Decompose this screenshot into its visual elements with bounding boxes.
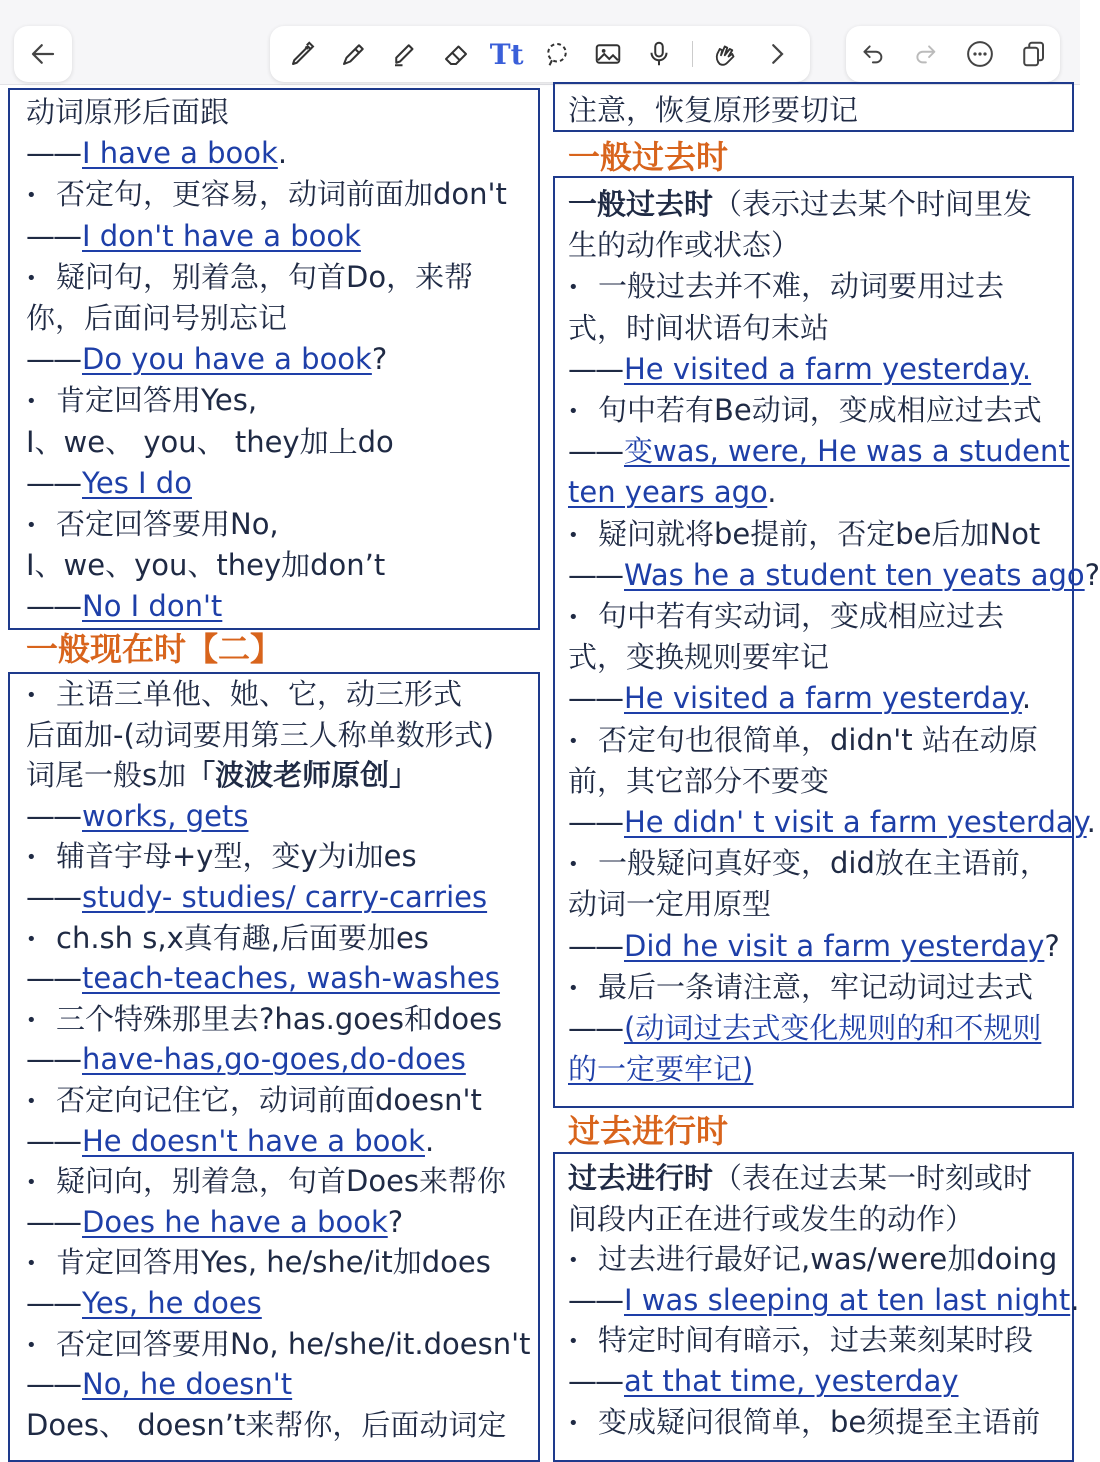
bullet-dot: • xyxy=(568,1412,579,1434)
note-line xyxy=(26,958,500,998)
note-line xyxy=(26,174,507,216)
bullet-dot: • xyxy=(568,1250,579,1272)
line-text: 过去进行最好记,was/were加doing xyxy=(598,1242,1058,1277)
note-line xyxy=(26,380,257,422)
note-line xyxy=(26,999,502,1041)
note-line xyxy=(26,918,429,960)
example-text: have-has,go-goes,do-does xyxy=(82,1042,466,1077)
note-line xyxy=(26,257,473,299)
example-text: at that time, yesterday xyxy=(624,1364,959,1398)
line-text: 式，时间状语句末站 xyxy=(568,310,830,345)
bold-credit: 「波波老师原创」 xyxy=(186,758,419,793)
note-line xyxy=(26,1283,262,1323)
line-tail: . xyxy=(277,136,288,171)
image-icon[interactable] xyxy=(590,36,626,72)
note-line xyxy=(568,472,776,512)
section-heading-present-2: 一般现在时【二】 xyxy=(26,630,283,668)
example-text: I don't have a book xyxy=(82,218,361,253)
note-line xyxy=(568,1008,1041,1048)
line-text: 动词一定用原型 xyxy=(568,887,772,922)
note-line xyxy=(568,390,1042,432)
line-text: 否定句也很简单，didn't 站在动原 xyxy=(598,722,1038,757)
line-text: 特定时间有暗示，过去莱刻某时段 xyxy=(598,1323,1034,1358)
line-text: 间段内正在进行或发生的动作） xyxy=(568,1201,975,1236)
dash-marker: —— xyxy=(26,1042,80,1077)
note-line xyxy=(568,1280,1079,1320)
dash-marker: —— xyxy=(26,465,80,500)
line-text: 后面加-(动词要用第三人称单数形式) xyxy=(26,717,495,752)
note-line xyxy=(568,802,1096,842)
dash-marker: —— xyxy=(26,1123,80,1158)
note-line xyxy=(26,504,279,546)
bullet-dot: • xyxy=(26,1009,37,1031)
note-line xyxy=(26,216,361,256)
line-text: ch.sh s,x真有趣,后面要加es xyxy=(56,920,429,955)
bullet-dot: • xyxy=(26,267,37,289)
example-text: No I don't xyxy=(82,589,223,624)
line-tail: ? xyxy=(387,1204,404,1239)
bullet-dot: • xyxy=(26,391,37,413)
line-text: 疑问就将be提前，否定be后加Not xyxy=(598,516,1041,551)
note-line xyxy=(568,926,1060,966)
note-line xyxy=(26,1242,491,1284)
note-line xyxy=(568,761,829,801)
bold-term: 一般过去时 xyxy=(568,187,714,221)
dash-marker: —— xyxy=(568,1282,622,1317)
line-text: 注意，恢复原形要切记 xyxy=(568,93,859,127)
note-line xyxy=(568,90,858,130)
example-text: teach-teaches, wash-washes xyxy=(82,961,500,996)
example-text: Yes I do xyxy=(82,465,192,500)
example-text: I was sleeping at ten last night xyxy=(624,1282,1071,1317)
dash-marker: —— xyxy=(568,1364,622,1398)
bullet-dot: • xyxy=(26,1253,37,1275)
note-line xyxy=(26,877,487,917)
example-text: He didn' t visit a farm yesterday xyxy=(624,805,1087,839)
dash-marker: —— xyxy=(26,218,80,253)
note-line xyxy=(26,133,287,173)
note-line xyxy=(26,715,494,755)
bullet-dot: • xyxy=(568,730,579,752)
line-text: 动词原形后面跟 xyxy=(26,95,230,129)
note-line xyxy=(568,678,1031,718)
note-line xyxy=(26,1080,482,1122)
note-line xyxy=(568,514,1040,556)
line-text: 肯定回答用Yes, he/she/it加does xyxy=(56,1245,491,1280)
example-text: Yes, he does xyxy=(82,1286,262,1320)
text-tool-label: Tt xyxy=(489,37,524,71)
line-text: （表在过去某一时刻或时 xyxy=(713,1161,1033,1195)
example-text: 的一定要牢记) xyxy=(568,1052,754,1087)
bullet-dot: • xyxy=(26,185,37,207)
section-heading-past-simple: 一般过去时 xyxy=(568,138,729,176)
note-line xyxy=(26,1364,292,1404)
dash-marker: —— xyxy=(568,805,622,839)
note-canvas[interactable] xyxy=(0,84,1100,1442)
bullet-dot: • xyxy=(26,685,37,706)
eraser-icon[interactable] xyxy=(438,36,474,72)
line-text: 否定向记住它，动词前面doesn't xyxy=(56,1083,482,1117)
line-text: 疑问向，别着急，句首Does来帮你 xyxy=(56,1164,507,1199)
note-line xyxy=(26,796,248,836)
dash-marker: —— xyxy=(568,928,622,963)
note-line xyxy=(568,184,1032,224)
dash-marker: —— xyxy=(26,880,80,914)
pen-icon[interactable] xyxy=(285,36,321,72)
note-line xyxy=(26,339,387,379)
toolbar xyxy=(0,0,1080,85)
dash-marker: —— xyxy=(26,1286,80,1320)
example-text: Was he a student ten yeats ago xyxy=(624,557,1085,592)
dash-marker: —— xyxy=(26,1204,80,1239)
note-line xyxy=(26,755,418,795)
bullet-dot: • xyxy=(568,977,579,999)
note-line xyxy=(568,555,1100,595)
note-line xyxy=(568,349,1031,389)
dash-marker: —— xyxy=(568,434,622,469)
note-line xyxy=(568,431,1070,471)
hand-write-icon[interactable] xyxy=(708,36,744,72)
bullet-dot: • xyxy=(568,524,579,546)
text-tool-icon[interactable] xyxy=(489,36,525,72)
example-text: ten years ago xyxy=(568,475,768,510)
note-line xyxy=(568,843,1049,885)
bullet-dot: • xyxy=(568,854,579,876)
highlighter-icon[interactable] xyxy=(387,36,423,72)
line-text: 式，变换规则要牢记 xyxy=(568,640,830,675)
line-text: I、we、 you、 they加上do xyxy=(26,424,394,459)
line-tail: ? xyxy=(1084,557,1100,592)
bullet-dot: • xyxy=(26,1334,37,1356)
note-line xyxy=(26,1202,403,1242)
note-line xyxy=(568,884,771,924)
line-text: 你，后面问号别忘记 xyxy=(26,301,288,335)
line-tail: . xyxy=(1086,805,1096,839)
note-line xyxy=(568,1158,1032,1198)
arrow-left-icon xyxy=(25,36,61,72)
dash-marker: —— xyxy=(568,351,622,386)
line-text: 三个特殊那里去?has.goes和does xyxy=(56,1001,503,1036)
dash-marker: —— xyxy=(26,798,80,833)
line-text: 句中若有实动词，变成相应过去 xyxy=(598,599,1005,633)
divider xyxy=(692,41,693,67)
line-text: I、we、you、they加don’t xyxy=(26,548,386,583)
dash-marker: —— xyxy=(26,589,80,624)
line-text: 最后一条请注意，牢记动词过去式 xyxy=(598,969,1034,1004)
dash-marker: —— xyxy=(26,1367,80,1402)
note-line xyxy=(26,1121,434,1161)
note-line xyxy=(26,1324,530,1366)
bullet-dot: • xyxy=(26,515,37,536)
example-text: Do you have a book xyxy=(82,342,372,377)
line-text: 辅音宇母+y型，变y为i加es xyxy=(56,839,417,874)
lasso-icon[interactable] xyxy=(539,36,575,72)
actions-bar xyxy=(846,26,1060,82)
dash-marker: —— xyxy=(568,557,622,592)
note-line xyxy=(26,298,287,338)
line-tail: . xyxy=(1070,1282,1080,1317)
note-line xyxy=(568,308,829,348)
bullet-dot: • xyxy=(26,1172,37,1194)
example-text: No, he doesn't xyxy=(82,1367,293,1402)
line-text: 一般过去并不难，动词要用过去 xyxy=(598,269,1005,304)
note-line xyxy=(568,1402,1040,1444)
section-heading-past-continuous: 过去进行时 xyxy=(568,1112,729,1150)
undo-icon[interactable] xyxy=(855,36,891,72)
note-line xyxy=(26,836,417,878)
note-line xyxy=(568,967,1033,1009)
line-text: 词尾一般s加 xyxy=(26,758,187,793)
note-line xyxy=(26,545,385,585)
example-text: Does he have a book xyxy=(82,1204,388,1239)
note-line xyxy=(26,1039,466,1079)
line-text: 否定回答要用No, xyxy=(56,507,279,541)
pencil-icon[interactable] xyxy=(336,36,372,72)
line-text: 肯定回答用Yes, xyxy=(56,383,258,418)
note-line xyxy=(26,92,229,132)
example-text: works, gets xyxy=(82,798,249,833)
bullet-dot: • xyxy=(568,1331,579,1353)
dash-marker: —— xyxy=(568,681,622,716)
more-icon[interactable] xyxy=(962,36,998,72)
bullet-dot: • xyxy=(26,928,37,950)
example-text: (动词过去式变化规则的和不规则 xyxy=(624,1011,1042,1045)
chevron-right-icon[interactable] xyxy=(759,36,795,72)
line-tail: . xyxy=(767,475,777,510)
line-tail: . xyxy=(1021,681,1032,716)
note-line xyxy=(26,1161,506,1203)
line-text: Does、 doesn’t来帮你，后面动词定 xyxy=(26,1407,507,1442)
bullet-dot: • xyxy=(568,607,579,628)
note-line xyxy=(568,720,1038,762)
note-line xyxy=(26,422,394,462)
note-line xyxy=(568,596,1004,638)
bold-term: 过去进行时 xyxy=(568,1161,714,1195)
note-line xyxy=(26,674,462,716)
note-line xyxy=(568,1049,753,1089)
line-text: 否定句，更容易，动词前面加don't xyxy=(56,177,507,212)
note-line xyxy=(568,1239,1057,1281)
pages-icon[interactable] xyxy=(1015,36,1051,72)
note-line xyxy=(26,1405,506,1445)
line-text: 主语三单他、她、它，动三形式 xyxy=(56,677,463,711)
example-text: study- studies/ carry-carries xyxy=(82,880,488,914)
note-line xyxy=(568,1320,1033,1362)
line-text: （表示过去某个时间里发 xyxy=(713,187,1033,221)
example-text: I have a book xyxy=(82,136,278,171)
line-text: 句中若有Be动词，变成相应过去式 xyxy=(598,393,1042,427)
note-line xyxy=(568,637,829,677)
note-line xyxy=(568,225,800,265)
back-button[interactable] xyxy=(14,26,72,82)
redo-icon[interactable] xyxy=(908,36,944,72)
line-text: 否定回答要用No, he/she/it.doesn't xyxy=(56,1326,531,1361)
example-text: He doesn't have a book xyxy=(82,1123,425,1158)
dash-marker: —— xyxy=(26,136,80,171)
line-tail: ? xyxy=(1044,928,1060,963)
microphone-icon[interactable] xyxy=(641,36,677,72)
line-tail: . xyxy=(424,1123,435,1158)
example-text: He visited a farm yesterday. xyxy=(624,351,1032,386)
note-line xyxy=(26,463,192,503)
example-text: Did he visit a farm yesterday xyxy=(624,928,1045,963)
bullet-dot: • xyxy=(568,277,579,299)
bullet-dot: • xyxy=(568,401,579,422)
note-line xyxy=(568,266,1004,308)
line-text: 生的动作或状态） xyxy=(568,228,801,263)
note-line xyxy=(26,586,222,626)
note-line xyxy=(568,1361,959,1401)
example-text: 变was, were, He was a student xyxy=(624,434,1070,469)
example-text: He visited a farm yesterday xyxy=(624,681,1022,716)
bullet-dot: • xyxy=(26,847,37,869)
line-text: 前，其它部分不要变 xyxy=(568,763,830,798)
dash-marker: —— xyxy=(26,961,80,996)
line-text: 变成疑问很简单，be须提至主语前 xyxy=(598,1404,1041,1439)
dash-marker: —— xyxy=(26,342,80,377)
line-text: 一般疑问真好变，did放在主语前， xyxy=(598,846,1049,881)
note-line xyxy=(568,1199,974,1239)
tools-bar xyxy=(270,26,810,82)
bullet-dot: • xyxy=(26,1091,37,1112)
line-tail: ? xyxy=(371,342,388,377)
line-text: 疑问句，别着急，句首Do，来帮 xyxy=(56,259,474,294)
dash-marker: —— xyxy=(568,1011,622,1045)
